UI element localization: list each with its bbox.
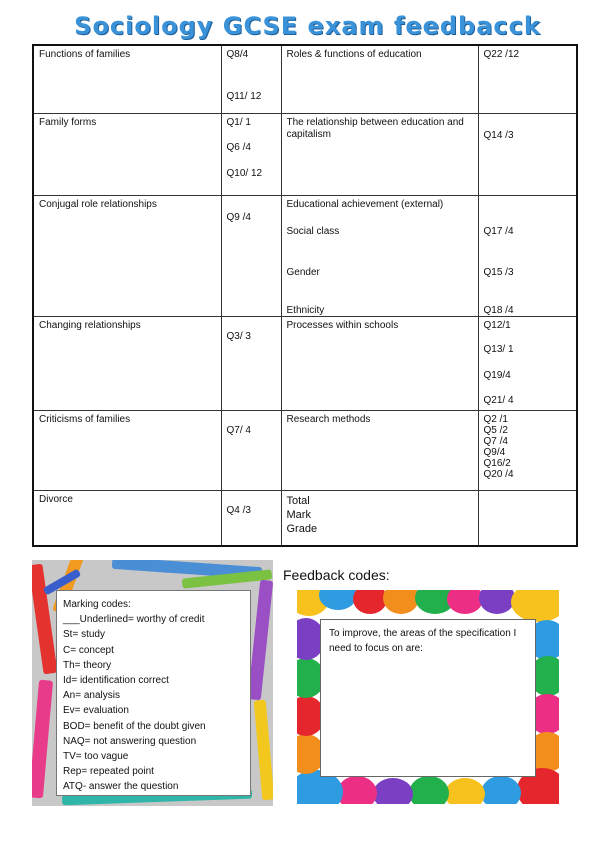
code-item: NAQ= not answering question: [63, 735, 197, 747]
topic-label: Educational achievement (external): [286, 198, 444, 210]
code-item: An= analysis: [63, 690, 120, 702]
code-item: ___Underlined= worthy of credit: [63, 614, 205, 626]
topic-cell: [33, 316, 221, 410]
code-item: BOD= benefit of the doubt given: [63, 720, 206, 732]
topic-label: Processes within schools: [286, 319, 399, 331]
marks-cell: [478, 410, 577, 490]
paint-splash: [511, 590, 559, 622]
topic-cell: [281, 113, 478, 195]
table-row: [33, 490, 577, 546]
table-row: [33, 316, 577, 410]
subtopic-label: Gender: [286, 266, 320, 278]
topic-cell: [33, 45, 221, 113]
mark-value: Q14 /3: [483, 129, 514, 141]
marks-cell: [478, 45, 577, 113]
topic-label: Divorce: [39, 493, 73, 505]
topic-label: Conjugal role relationships: [39, 198, 157, 210]
code-item: St= study: [63, 629, 105, 641]
topic-cell: [281, 410, 478, 490]
pencil-decoration: [248, 580, 273, 701]
feedback-prompt: To improve, the areas of the specification I need to focus on are:: [329, 628, 517, 654]
table-row: [33, 113, 577, 195]
mark-value: Q17 /4: [483, 225, 514, 237]
topic-label: Research methods: [286, 413, 371, 425]
mark-value: Q7 /4: [483, 435, 508, 447]
mark-value: Q15 /3: [483, 266, 514, 278]
code-item: TV= too vague: [63, 751, 129, 763]
topic-cell: [33, 195, 221, 316]
total-cell: [281, 490, 478, 546]
paint-splash: [447, 590, 483, 614]
paint-splash: [445, 778, 485, 804]
topic-cell: [281, 45, 478, 113]
total-value-cell: [478, 490, 577, 546]
table-row: [33, 45, 577, 113]
mark-value: Q10/ 12: [226, 167, 263, 179]
topic-cell: [33, 490, 221, 546]
pencil-decoration: [32, 680, 53, 799]
topic-label: Family forms: [39, 116, 97, 128]
mark-value: Q16/2: [483, 457, 511, 469]
marks-cell: [221, 316, 281, 410]
marks-cell: [221, 45, 281, 113]
marks-cell: [221, 113, 281, 195]
mark-value: Q9 /4: [226, 211, 251, 223]
topic-label: Criticisms of families: [39, 413, 131, 425]
marking-codes-heading: Marking codes:: [63, 599, 131, 610]
code-item: Id= identification correct: [63, 675, 169, 687]
mark-value: Q3/ 3: [226, 330, 251, 342]
paint-splash-frame: [297, 590, 559, 804]
table-row: [33, 195, 577, 316]
topic-label: Changing relationships: [39, 319, 141, 331]
topic-label: Roles & functions of education: [286, 49, 422, 60]
mark-value: Q1/ 1: [226, 116, 251, 128]
feedback-codes-label: Feedback codes:: [283, 567, 390, 583]
code-item: ATQ- answer the question: [63, 781, 179, 793]
subtopic-label: Ethnicity: [286, 304, 325, 316]
code-item: Rep= repeated point: [63, 766, 154, 778]
paint-splash: [373, 778, 413, 804]
feedback-table: [32, 44, 578, 547]
mark-label: Mark: [286, 508, 311, 521]
mark-value: Q20 /4: [483, 468, 514, 480]
code-item: Th= theory: [63, 659, 112, 671]
mark-value: Q18 /4: [483, 304, 514, 316]
marking-codes-panel: [32, 560, 273, 806]
grade-label: Grade: [286, 522, 318, 535]
code-item: Ev= evaluation: [63, 705, 129, 717]
topic-cell: [33, 113, 221, 195]
mark-value: Q4 /3: [226, 504, 251, 516]
topic-label: The relationship between education and capitalism: [286, 116, 464, 140]
mark-value: Q6 /4: [226, 141, 251, 153]
paint-splash: [383, 590, 419, 614]
code-item: C= concept: [63, 644, 114, 656]
total-label: Total: [286, 494, 310, 507]
marking-codes-card: [56, 590, 251, 796]
mark-value: Q5 /2: [483, 424, 508, 436]
marks-cell: [221, 195, 281, 316]
topic-cell: [281, 195, 478, 316]
mark-value: Q22 /12: [483, 49, 520, 60]
topic-cell: [33, 410, 221, 490]
mark-value: Q2 /1: [483, 413, 508, 425]
pencil-decoration: [32, 564, 58, 675]
mark-value: Q8/4: [226, 49, 249, 60]
topic-label: Functions of families: [39, 49, 131, 60]
marks-cell: [478, 195, 577, 316]
marks-cell: [221, 410, 281, 490]
marks-cell: [478, 113, 577, 195]
paint-splash: [479, 590, 515, 614]
mark-value: Q21/ 4: [483, 394, 514, 406]
feedback-card: [320, 619, 536, 777]
pencil-decoration: [254, 700, 273, 801]
topic-cell: [281, 316, 478, 410]
mark-value: Q11/ 12: [226, 91, 262, 102]
mark-value: Q19/4: [483, 369, 511, 381]
paint-splash: [337, 776, 377, 804]
mark-value: Q7/ 4: [226, 424, 251, 436]
mark-value: Q13/ 1: [483, 343, 514, 355]
mark-value: Q12/1: [483, 319, 511, 331]
subtopic-label: Social class: [286, 225, 340, 237]
marks-cell: [221, 490, 281, 546]
page-title: Sociology GCSE exam feedbacck: [74, 12, 541, 40]
marks-cell: [478, 316, 577, 410]
paint-splash: [353, 590, 387, 614]
paint-splash: [409, 776, 449, 804]
mark-value: Q9/4: [483, 446, 506, 458]
table-row: [33, 410, 577, 490]
paint-splash: [481, 776, 521, 804]
